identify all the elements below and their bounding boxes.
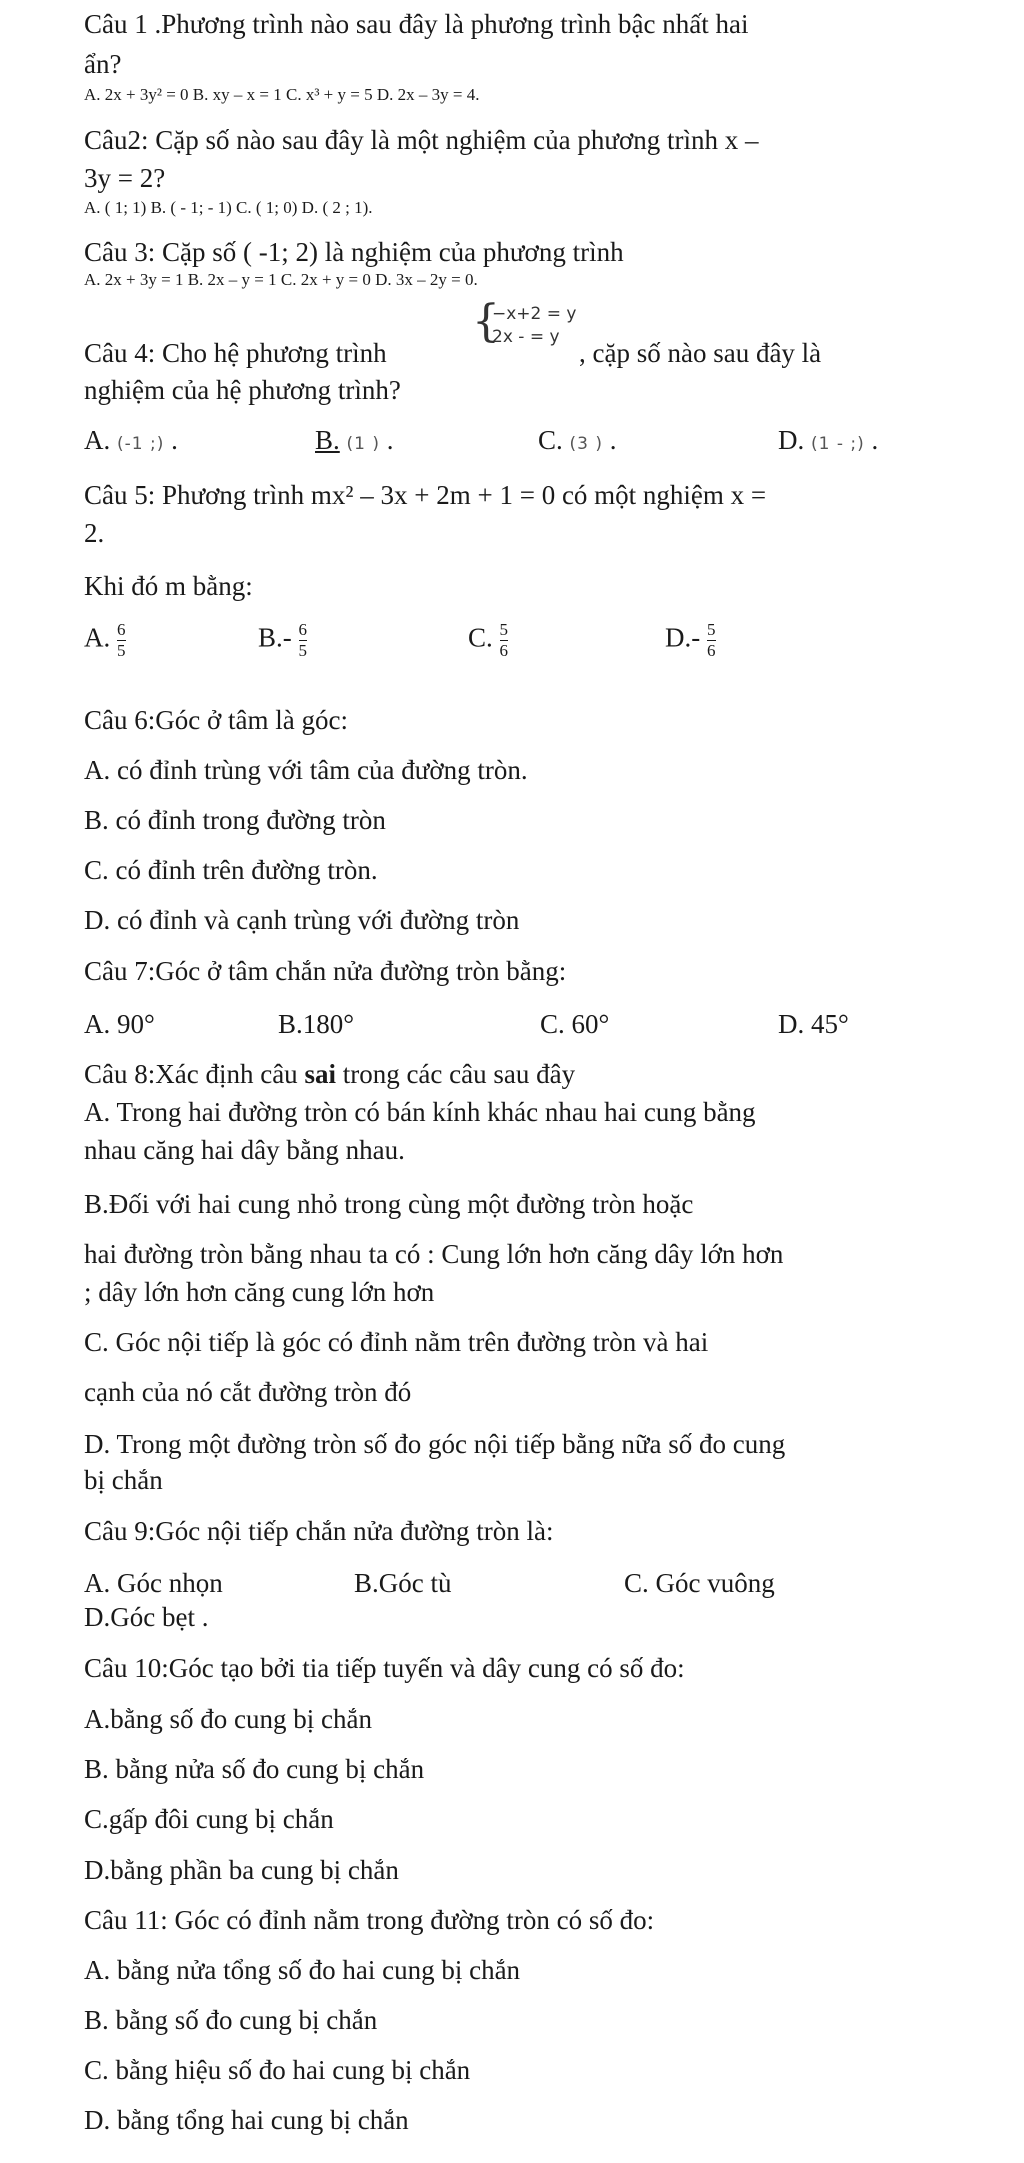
- q5-option-b-den: 5: [298, 641, 308, 660]
- q7-option-c: C. 60°: [540, 1009, 610, 1039]
- q5-option-d-num: 5: [707, 620, 716, 639]
- q4-option-b-value: (1 ): [346, 434, 380, 454]
- q5-option-b-minus: -: [282, 622, 292, 653]
- q5-option-b-num: 6: [298, 620, 308, 639]
- q4-option-c: [538, 424, 617, 460]
- q4-option-d: [778, 424, 878, 460]
- q7-option-b: B.180°: [278, 1009, 355, 1039]
- q5-option-a-fraction: [117, 620, 126, 661]
- q5-line-1: Câu 5: Phương trình mx² – 3x + 2m + 1 = 0 có một nghiệm x =: [84, 480, 767, 510]
- q2-line-2: 3y = 2?: [84, 163, 166, 193]
- q3-line-1: Câu 3: Cặp số ( -1; 2) là nghiệm của phương trình: [84, 237, 624, 267]
- q10-option-a: A.bằng số đo cung bị chắn: [84, 1704, 372, 1734]
- q9-option-a: A. Góc nhọn: [84, 1568, 223, 1598]
- q5-option-a: [84, 620, 126, 661]
- q4-option-b-label: B.: [315, 425, 340, 455]
- q6-option-a: A. có đỉnh trùng với tâm của đường tròn.: [84, 755, 528, 785]
- q5-option-b: [258, 620, 307, 661]
- q5-line-2: 2.: [84, 518, 105, 548]
- q8-title-post: trong các câu sau đây: [335, 1059, 576, 1089]
- q1-line-2: ẩn?: [84, 49, 122, 79]
- q11-option-d: D. bằng tổng hai cung bị chắn: [84, 2105, 409, 2135]
- q11-option-a: A. bằng nửa tổng số đo hai cung bị chắn: [84, 1955, 521, 1985]
- q8-option-a-line-1: A. Trong hai đường tròn có bán kính khác nhau hai cung bằng: [84, 1097, 756, 1127]
- q8-title-bold: sai: [304, 1059, 336, 1089]
- q5-option-b-label: B.: [258, 622, 283, 653]
- q3-options: A. 2x + 3y = 1 B. 2x – y = 1 C. 2x + y = 0 D. 3x – 2y = 0.: [84, 270, 478, 289]
- q7-option-d: D. 45°: [778, 1009, 849, 1039]
- q8-option-a-line-2: nhau căng hai dây bằng nhau.: [84, 1135, 405, 1165]
- q10-option-c: C.gấp đôi cung bị chắn: [84, 1804, 334, 1834]
- q5-option-d: [665, 620, 716, 661]
- q11-option-b: B. bằng số đo cung bị chắn: [84, 2005, 378, 2035]
- q5-option-c-fraction: [500, 620, 509, 661]
- q7-option-a: A. 90°: [84, 1009, 155, 1039]
- q6-option-d: D. có đỉnh và cạnh trùng với đường tròn: [84, 905, 520, 935]
- q2-line-1: Câu2: Cặp số nào sau đây là một nghiệm của phương trình x –: [84, 125, 759, 155]
- q5-option-d-minus: -: [691, 622, 701, 653]
- q5-option-a-num: 6: [117, 620, 126, 639]
- q9-option-c: C. Góc vuông: [624, 1568, 775, 1598]
- q8-option-c-line-1: C. Góc nội tiếp là góc có đỉnh nằm trên đường tròn và hai: [84, 1327, 709, 1357]
- q8-option-d-line-2: bị chắn: [84, 1465, 163, 1495]
- q6-option-b: B. có đỉnh trong đường tròn: [84, 805, 386, 835]
- system-row-1: −x+2 = y: [492, 304, 577, 324]
- q5-option-c-label: C.: [468, 622, 493, 653]
- q8-title-pre: Câu 8:Xác định câu: [84, 1059, 305, 1089]
- q4-option-d-label: D.: [778, 425, 805, 455]
- q4-line-1-start: Câu 4: Cho hệ phương trình: [84, 338, 387, 368]
- q5-line-3: Khi đó m bằng:: [84, 571, 253, 601]
- q8-option-d-line-1: D. Trong một đường tròn số đo góc nội tiếp bằng nữa số đo cung: [84, 1429, 786, 1459]
- q8-option-c-line-2: cạnh của nó cắt đường tròn đó: [84, 1377, 412, 1407]
- q5-option-d-label: D.: [665, 622, 692, 653]
- q4-option-b: [315, 424, 394, 460]
- system-row-2: 2x - = y: [492, 327, 560, 347]
- q5-option-b-fraction: [299, 620, 308, 661]
- q9-option-b: B.Góc tù: [354, 1568, 452, 1598]
- q9-title: Câu 9:Góc nội tiếp chắn nửa đường tròn là:: [84, 1516, 554, 1546]
- q5-option-d-fraction: [707, 620, 716, 661]
- q4-option-a-value: (-1 ;): [117, 434, 165, 454]
- q1-line-1: Câu 1 .Phương trình nào sau đây là phương trình bậc nhất hai: [84, 9, 749, 39]
- q8-option-b-line-3: ; dây lớn hơn căng cung lớn hơn: [84, 1277, 435, 1307]
- q4-option-c-dot: .: [609, 425, 617, 455]
- q4-option-c-label: C.: [538, 425, 563, 455]
- q7-title: Câu 7:Góc ở tâm chắn nửa đường tròn bằng:: [84, 956, 567, 986]
- q10-option-b: B. bằng nửa số đo cung bị chắn: [84, 1754, 425, 1784]
- q5-option-a-den: 5: [117, 641, 126, 660]
- q6-title: Câu 6:Góc ở tâm là góc:: [84, 705, 348, 735]
- system-brace: {: [472, 296, 500, 347]
- q4-line-1-end: , cặp số nào sau đây là: [579, 338, 822, 368]
- q6-option-c: C. có đỉnh trên đường tròn.: [84, 855, 378, 885]
- q11-title: Câu 11: Góc có đỉnh nằm trong đường tròn có số đo:: [84, 1905, 655, 1935]
- q11-option-c: C. bằng hiệu số đo hai cung bị chắn: [84, 2055, 471, 2085]
- q9-option-d: D.Góc bẹt .: [84, 1602, 209, 1632]
- q4-line-2: nghiệm của hệ phương trình?: [84, 375, 401, 405]
- q5-option-d-den: 6: [707, 641, 716, 660]
- q5-option-c-den: 6: [499, 641, 509, 660]
- q8-option-b-line-1: B.Đối với hai cung nhỏ trong cùng một đường tròn hoặc: [84, 1189, 694, 1219]
- q4-option-a: [84, 424, 178, 460]
- q8-title: [84, 1058, 575, 1090]
- q5-option-c-num: 5: [499, 620, 509, 639]
- q4-option-c-value: (3 ): [569, 434, 603, 454]
- q8-option-b-line-2: hai đường tròn bằng nhau ta có : Cung lớn hơn căng dây lớn hơn: [84, 1239, 784, 1269]
- q10-title: Câu 10:Góc tạo bởi tia tiếp tuyến và dây cung có số đo:: [84, 1653, 685, 1683]
- q4-option-a-dot: .: [171, 425, 178, 455]
- q2-options: A. ( 1; 1) B. ( - 1; - 1) C. ( 1; 0) D. ( 2 ; 1).: [84, 198, 373, 217]
- q4-option-d-dot: .: [871, 425, 879, 455]
- q5-option-c: [468, 620, 508, 661]
- q10-option-d: D.bằng phần ba cung bị chắn: [84, 1855, 399, 1885]
- q4-option-d-value: (1 - ;): [811, 434, 865, 454]
- q1-options: A. 2x + 3y² = 0 B. xy – x = 1 C. x³ + y = 5 D. 2x – 3y = 4.: [84, 85, 480, 104]
- q5-option-a-label: A.: [84, 622, 111, 653]
- q4-option-a-label: A.: [84, 425, 111, 455]
- q4-option-b-dot: .: [386, 425, 394, 455]
